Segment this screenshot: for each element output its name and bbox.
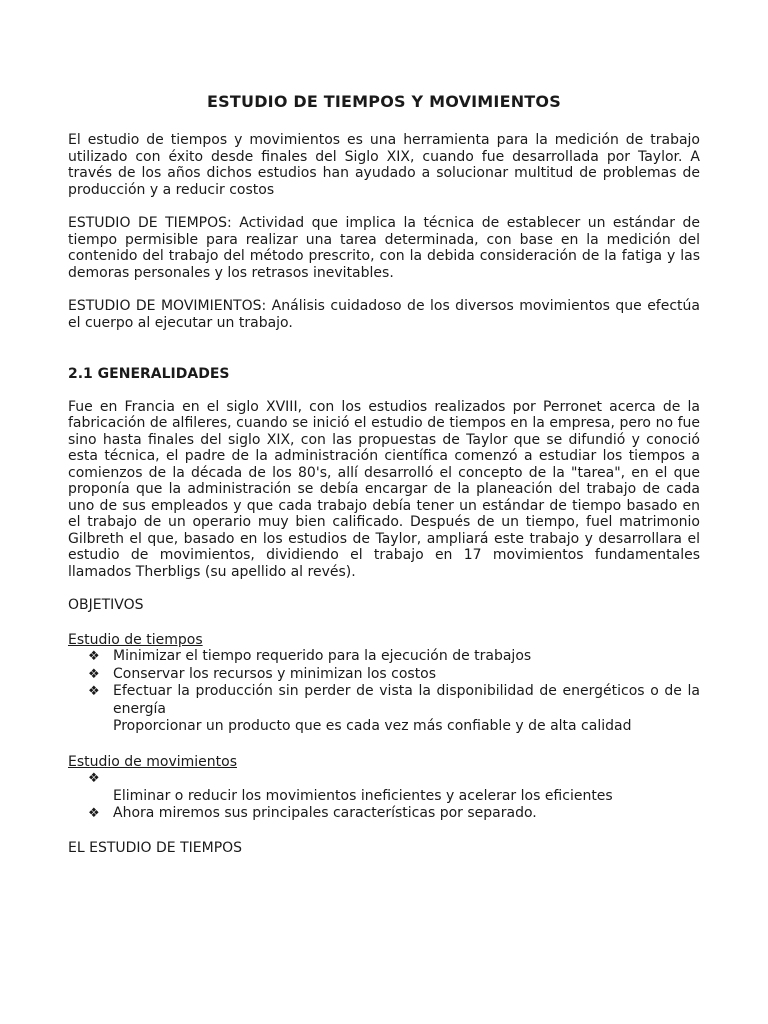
list-item <box>68 648 700 666</box>
list-item-text: Ahora miremos sus principales características por separado. <box>113 805 537 821</box>
tiempos-definition-paragraph: ESTUDIO DE TIEMPOS: Actividad que implica la técnica de establecer un estándar de tiempo permisible para realizar una tarea determinada, con base en la medición del contenido del trabajo del método prescrito, con la debida consideración de la fatiga y las demoras personales y los retrasos inevitables. <box>68 215 700 281</box>
list-item-continuation: Proporcionar un producto que es cada vez más confiable y de alta calidad <box>113 718 632 734</box>
movimientos-bullet-list <box>68 770 700 823</box>
list-item-text: Minimizar el tiempo requerido para la ejecución de trabajos <box>113 648 532 664</box>
estudio-tiempos-heading: Estudio de tiempos <box>68 631 203 648</box>
estudio-movimientos-heading: Estudio de movimientos <box>68 753 237 770</box>
tiempos-bullet-list <box>68 648 700 736</box>
list-item <box>68 770 700 805</box>
final-heading: EL ESTUDIO DE TIEMPOS <box>68 839 243 856</box>
diamond-bullet-icon: ❖ <box>88 666 100 682</box>
diamond-bullet-icon: ❖ <box>88 649 100 664</box>
diamond-bullet-icon: ❖ <box>88 806 100 821</box>
diamond-bullet-icon: ❖ <box>88 684 100 699</box>
movimientos-definition-paragraph: ESTUDIO DE MOVIMIENTOS: Análisis cuidadoso de los diversos movimientos que efectúa el cuerpo al ejecutar un trabajo. <box>68 298 700 331</box>
list-item <box>68 805 700 823</box>
objetivos-label: OBJETIVOS <box>68 597 144 613</box>
intro-paragraph: El estudio de tiempos y movimientos es una herramienta para la medición de trabajo utilizado con éxito desde finales del Siglo XIX, cuando fue desarrollada por Taylor. A través de los años dichos estudios han ayudado a solucionar multitud de problemas de producción y a reducir costos <box>68 132 700 198</box>
list-item <box>68 666 700 684</box>
generalidades-paragraph: Fue en Francia en el siglo XVIII, con los estudios realizados por Perronet acerca de la fabricación de alfileres, cuando se inició el estudio de tiempos en la empresa, pero no fue sino hasta finales del siglo XIX, con las propuestas de Taylor que se difundió y conoció esta técnica, el padre de la administración científica comenzó a estudiar los tiempos a comienzos de la década de los 80's, allí desarrolló el concepto de la "tarea", en el que proponía que la administración se debía encargar de la planeación del trabajo de cada uno de sus empleados y que cada trabajo debía tener un estándar de tiempo basado en el trabajo de un operario muy bien calificado. Después de un tiempo, fuel matrimonio Gilbreth el que, basado en los estudios de Taylor, ampliará este trabajo y desarrollara el estudio de movimientos, dividiendo el trabajo en 17 movimientos fundamentales llamados Therbligs (su apellido al revés). <box>68 398 700 580</box>
section-heading-generalidades: 2.1 GENERALIDADES <box>68 366 230 382</box>
list-item-text: Efectuar la producción sin perder de vista la disponibilidad de energéticos o de la energía <box>113 683 700 717</box>
list-item-continuation: Eliminar o reducir los movimientos ineficientes y acelerar los eficientes <box>113 787 613 804</box>
document-page <box>68 0 700 856</box>
list-item-text: Conservar los recursos y minimizan los costos <box>113 665 437 682</box>
list-item-text <box>113 770 117 786</box>
diamond-bullet-icon: ❖ <box>88 771 100 786</box>
document-title: ESTUDIO DE TIEMPOS Y MOVIMIENTOS <box>207 92 561 111</box>
list-item <box>68 683 700 736</box>
